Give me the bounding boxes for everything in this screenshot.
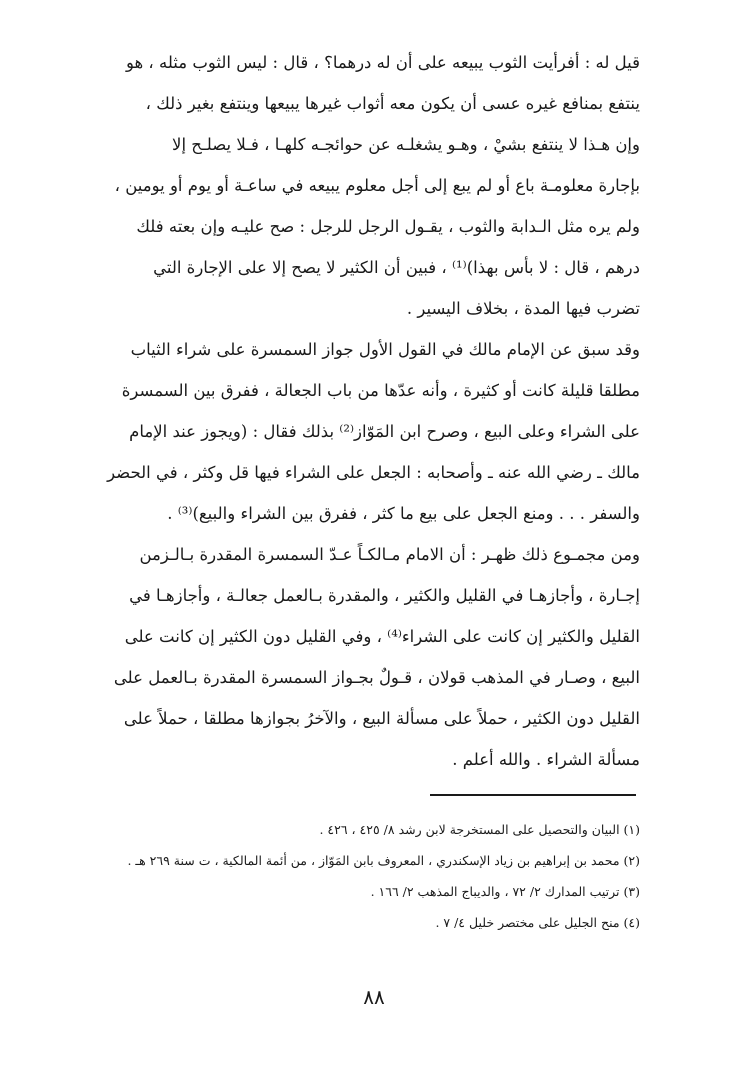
text-line: البيع ، وصـار في المذهب قولان ، قـولٌ بجـواز السمسرة المقدرة بـالعمل على <box>113 668 640 687</box>
text-line: مسألة الشراء . والله أعلم . <box>452 750 640 769</box>
main-text <box>107 42 640 780</box>
text-line: وإن هـذا لا ينتفع بشيْ ، وهـو يشغلـه عن حوائجـه كلهـا ، فـلا يصلـح إلا <box>172 135 640 154</box>
text-line: قيل له : أفرأيت الثوب يبيعه على أن له درهما؟ ، قال : ليس الثوب مثله ، هو <box>125 53 640 72</box>
footnote-4: (٤) منح الجليل على مختصر خليل ٤/ ٧ . <box>435 915 640 930</box>
footnotes <box>127 814 640 938</box>
page-number: ٨٨ <box>363 985 385 1009</box>
footnote-divider <box>430 794 636 796</box>
text-line: القليل دون الكثير ، حملاً على مسألة البيع ، والآخرُ بجوازها مطلقا ، حملاً على <box>123 709 640 728</box>
text-line: ولم يره مثل الـدابة والثوب ، يقـول الرجل للرجل : صح عليـه وإن بعته فلك <box>136 217 640 236</box>
text-line: مطلقا قليلة كانت أو كثيرة ، وأنه عدّها من باب الجعالة ، ففرق بين السمسرة <box>121 381 640 400</box>
text-line: إجـارة ، وأجازهـا في القليل والكثير ، والمقدرة بـالعمل جعالـة ، وأجازهـا في <box>129 586 640 605</box>
text-line: ومن مجمـوع ذلك ظهـر : أن الامام مـالكـاً عـدّ السمسرة المقدرة بـالـزمن <box>139 545 640 564</box>
footnote-1: (١) البيان والتحصيل على المستخرجة لابن رشد ٨/ ٤٢٥ ، ٤٢٦ . <box>319 822 640 837</box>
text-line: القليل والكثير إن كانت على الشراء⁽⁴⁾ ، وفي القليل دون الكثير إن كانت على <box>124 627 640 646</box>
text-line: درهم ، قال : لا بأس بهذا)⁽¹⁾ ، فبين أن الكثير لا يصح إلا على الإجارة التي <box>153 258 640 277</box>
footnote-3: (٣) ترتيب المدارك ٢/ ٧٢ ، والديباج المذهب ٢/ ١٦٦ . <box>370 884 640 899</box>
text-line: مالك ـ رضي الله عنه ـ وأصحابه : الجعل على الشراء فيها قل وكثر ، في الحضر <box>107 463 640 482</box>
footnote-2: (٢) محمد بن إبراهيم بن زياد الإسكندري ، المعروف بابن المَوّاز ، من أئمة المالكية ، ت سنة ٢٦٩ هـ . <box>127 853 640 868</box>
text-line: تضرب فيها المدة ، بخلاف اليسير . <box>406 299 640 318</box>
text-line: على الشراء وعلى البيع ، وصرح ابن المَوّاز⁽²⁾ بذلك فقال : (ويجوز عند الإمام <box>129 422 640 441</box>
text-line: بإجارة معلومـة باع أو لم يبع إلى أجل معلوم يبيعه في ساعـة أو يوم أو يومين ، <box>114 176 640 195</box>
text-line: ينتفع بمنافع غيره عسى أن يكون معه أثواب غيرها يبيعها وينتفع بغير ذلك ، <box>145 94 640 113</box>
text-line: والسفر . . . ومنع الجعل على بيع ما كثر ، ففرق بين الشراء والبيع)⁽³⁾ . <box>167 504 640 523</box>
text-line: وقد سبق عن الإمام مالك في القول الأول جواز السمسرة على شراء الثياب <box>130 340 640 359</box>
